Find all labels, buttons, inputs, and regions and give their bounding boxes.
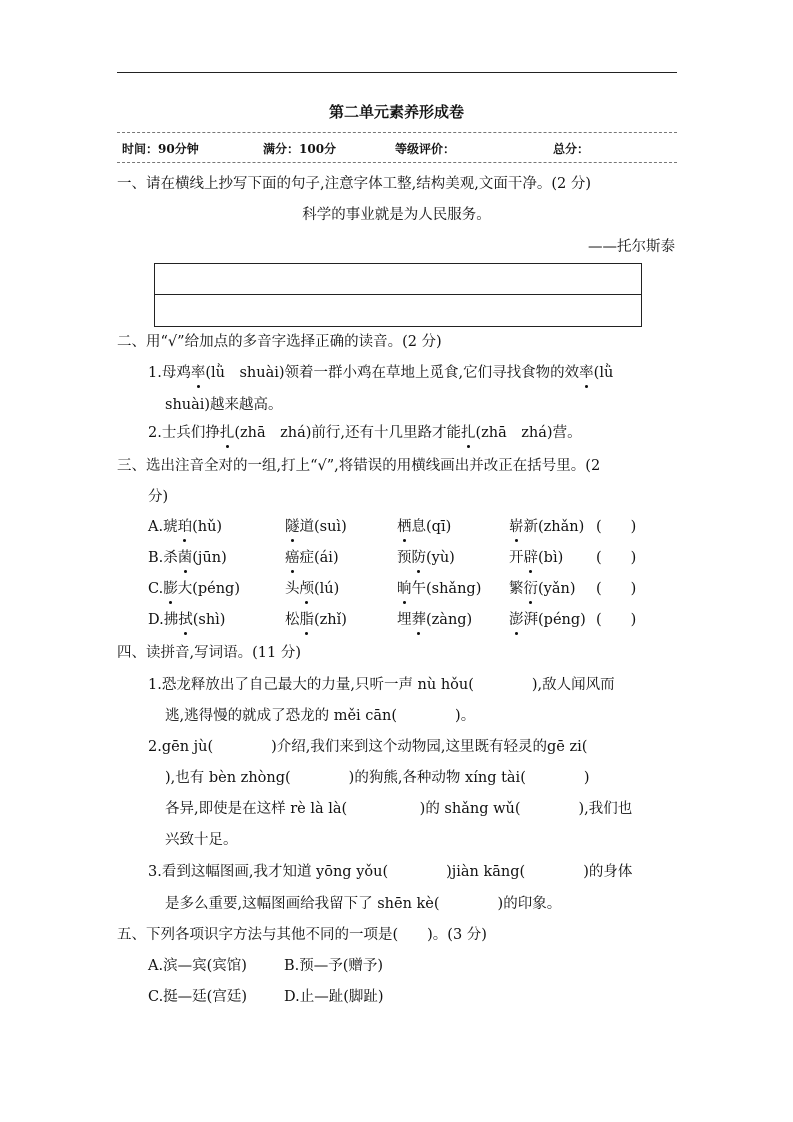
option-text: 预 (397, 550, 412, 566)
option-text: 道(suì) (299, 519, 347, 535)
option-text: (hǔ) (192, 519, 223, 535)
option-text: (shì) (192, 612, 226, 628)
meta-grade: 等级评价： (395, 142, 456, 156)
option-text: (jūn) (192, 550, 227, 566)
option-text: 息(qī) (411, 519, 452, 535)
q3-option-0-word-2 (285, 517, 347, 537)
q2-item2-text-a: 2.士兵们挣 (148, 425, 220, 441)
q1-heading: 一、请在横线上抄写下面的句子,注意字体工整,结构美观,文面干净。(2 分) (117, 176, 591, 192)
option-text: C. (148, 581, 164, 597)
q3-option-2-word-3 (397, 579, 481, 599)
q5-option-b: B.预—予(赠予) (284, 958, 384, 974)
q2-item1-text-a: 1.母鸡 (148, 365, 191, 381)
q5-heading: 五、下列各项识字方法与其他不同的一项是( )。(3 分) (117, 927, 487, 943)
q3-option-1-word-2 (285, 548, 339, 568)
dotted-char: 拭 (178, 612, 193, 628)
dotted-char: 澎 (509, 612, 524, 628)
q2-item2 (148, 423, 582, 443)
option-text: 繁 (509, 581, 524, 597)
q3-option-1-word-4 (509, 548, 563, 568)
page-title: 第二单元素养形成卷 (328, 103, 464, 121)
q2-item2-dotted-char-2: 扎 (461, 425, 476, 441)
dotted-char: 栖 (397, 519, 412, 535)
q1-writing-box[interactable] (154, 263, 642, 327)
q3-option-2-word-2 (285, 579, 339, 599)
option-text: 午(shǎng) (411, 581, 482, 597)
q3-option-1-word-3 (397, 548, 455, 568)
option-text: ( ) (596, 519, 637, 535)
option-text: (yǎn) (538, 581, 576, 597)
option-text: ( ) (596, 550, 637, 566)
dotted-char: 崭 (509, 519, 524, 535)
q3-option-3-word-2 (285, 610, 347, 630)
meta-divider-bottom (117, 162, 677, 163)
option-text: (bì) (538, 550, 564, 566)
dotted-char: 脂 (299, 612, 314, 628)
dotted-char: 癌 (285, 550, 300, 566)
option-text: 琥 (163, 519, 178, 535)
option-text: 开 (509, 550, 524, 566)
dotted-char: 辟 (523, 550, 538, 566)
q4-line-7: 3.看到这幅图画,我才知道 yōng yǒu( )jiàn kāng( )的身体 (148, 864, 633, 880)
q2-heading: 二、用“√”给加点的多音字选择正确的读音。(2 分) (117, 334, 442, 350)
q2-item1-dotted-char-2: 率 (579, 365, 594, 381)
q2-item2-text-c: (zhā zhá)营。 (475, 425, 582, 441)
q3-option-3-word-1 (148, 610, 225, 630)
option-text: (lú) (314, 581, 340, 597)
q3-option-2-answer-paren (596, 579, 636, 599)
option-text: 大(péng) (177, 581, 240, 597)
q3-option-3-word-3 (397, 610, 472, 630)
option-text: 症(ái) (299, 550, 339, 566)
q5-option-d: D.止—趾(脚趾) (284, 989, 384, 1005)
option-text: ( ) (596, 612, 637, 628)
option-text: 拂 (163, 612, 179, 628)
option-text: 头 (285, 581, 300, 597)
option-text: B. (148, 550, 164, 566)
q4-line-2: 逃,逃得慢的就成了恐龙的 měi cān( )。 (165, 708, 476, 724)
dotted-char: 珀 (177, 519, 193, 535)
q3-option-0-answer-paren (596, 517, 636, 537)
q2-item1-line2: shuài)越来越高。 (165, 397, 283, 413)
meta-time: 时间：90分钟 (122, 142, 199, 156)
option-text: A. (148, 519, 164, 535)
q3-heading: 三、选出注音全对的一组,打上“√”,将错误的用横线画出并改正在括号里。(2 (117, 458, 601, 474)
q2-item1-text-c: (lǜ (593, 365, 614, 381)
q3-option-1-word-1 (148, 548, 227, 568)
q4-heading: 四、读拼音,写词语。(11 分) (117, 645, 301, 661)
q3-option-2-word-1 (148, 579, 240, 599)
q4-line-8: 是多么重要,这幅图画给我留下了 shēn kè( )的印象。 (165, 896, 562, 912)
q1-sentence: 科学的事业就是为人民服务。 (302, 207, 491, 223)
q1-writing-line (155, 294, 641, 295)
q2-item2-text-b: (zhā zhá)前行,还有十几里路才能 (234, 425, 462, 441)
q3-option-3-answer-paren (596, 610, 636, 630)
q4-line-3: 2.gēn jù( )介绍,我们来到这个动物园,这里既有轻灵的gē zi( (148, 739, 588, 755)
q2-item1-text-b: (lǜ shuài)领着一群小鸡在草地上觅食,它们寻找食物的效 (205, 365, 580, 381)
q3-option-0-word-3 (397, 517, 451, 537)
q3-option-0-word-1 (148, 517, 222, 537)
option-text: (zàng) (426, 612, 473, 628)
dotted-char: 防 (411, 550, 426, 566)
header-rule (117, 72, 677, 73)
q2-item1-dotted-char: 率 (190, 365, 206, 381)
meta-total: 总分： (553, 142, 590, 156)
q2-item1 (148, 363, 613, 383)
meta-divider-top (117, 132, 677, 133)
q1-author: ——托尔斯泰 (588, 239, 675, 255)
option-text: 松 (285, 612, 300, 628)
dotted-char: 衍 (523, 581, 538, 597)
option-text: (zhǐ) (314, 612, 347, 628)
option-text: (yù) (426, 550, 455, 566)
q3-option-1-answer-paren (596, 548, 636, 568)
q4-line-4: ),也有 bèn zhòng( )的狗熊,各种动物 xíng tài( ) (165, 770, 590, 786)
q4-line-1: 1.恐龙释放出了自己最大的力量,只听一声 nù hǒu( ),敌人闻风而 (148, 677, 615, 693)
q4-line-5: 各异,即使是在这样 rè là là( )的 shǎng wǔ( ),我们也 (165, 801, 633, 817)
dotted-char: 葬 (411, 612, 426, 628)
q3-option-2-word-4 (509, 579, 576, 599)
dotted-char: 颅 (299, 581, 314, 597)
q3-option-3-word-4 (509, 610, 586, 630)
q3-heading-cont: 分) (148, 489, 169, 505)
q4-line-6: 兴致十足。 (165, 832, 238, 848)
q2-item2-dotted-char: 扎 (219, 425, 235, 441)
option-text: 新(zhǎn) (523, 519, 585, 535)
option-text: ( ) (596, 581, 637, 597)
option-text: 杀 (163, 550, 178, 566)
option-text: D. (148, 612, 164, 628)
option-text: 埋 (397, 612, 412, 628)
q3-option-0-word-4 (509, 517, 584, 537)
option-text: 湃(péng) (523, 612, 586, 628)
q5-option-c: C.挺—廷(宫廷) (148, 989, 248, 1005)
dotted-char: 晌 (397, 581, 412, 597)
dotted-char: 膨 (163, 581, 178, 597)
dotted-char: 隧 (285, 519, 300, 535)
dotted-char: 菌 (177, 550, 193, 566)
q5-option-a: A.滨—宾(宾馆) (148, 958, 247, 974)
meta-full-score: 满分：100分 (263, 142, 337, 156)
